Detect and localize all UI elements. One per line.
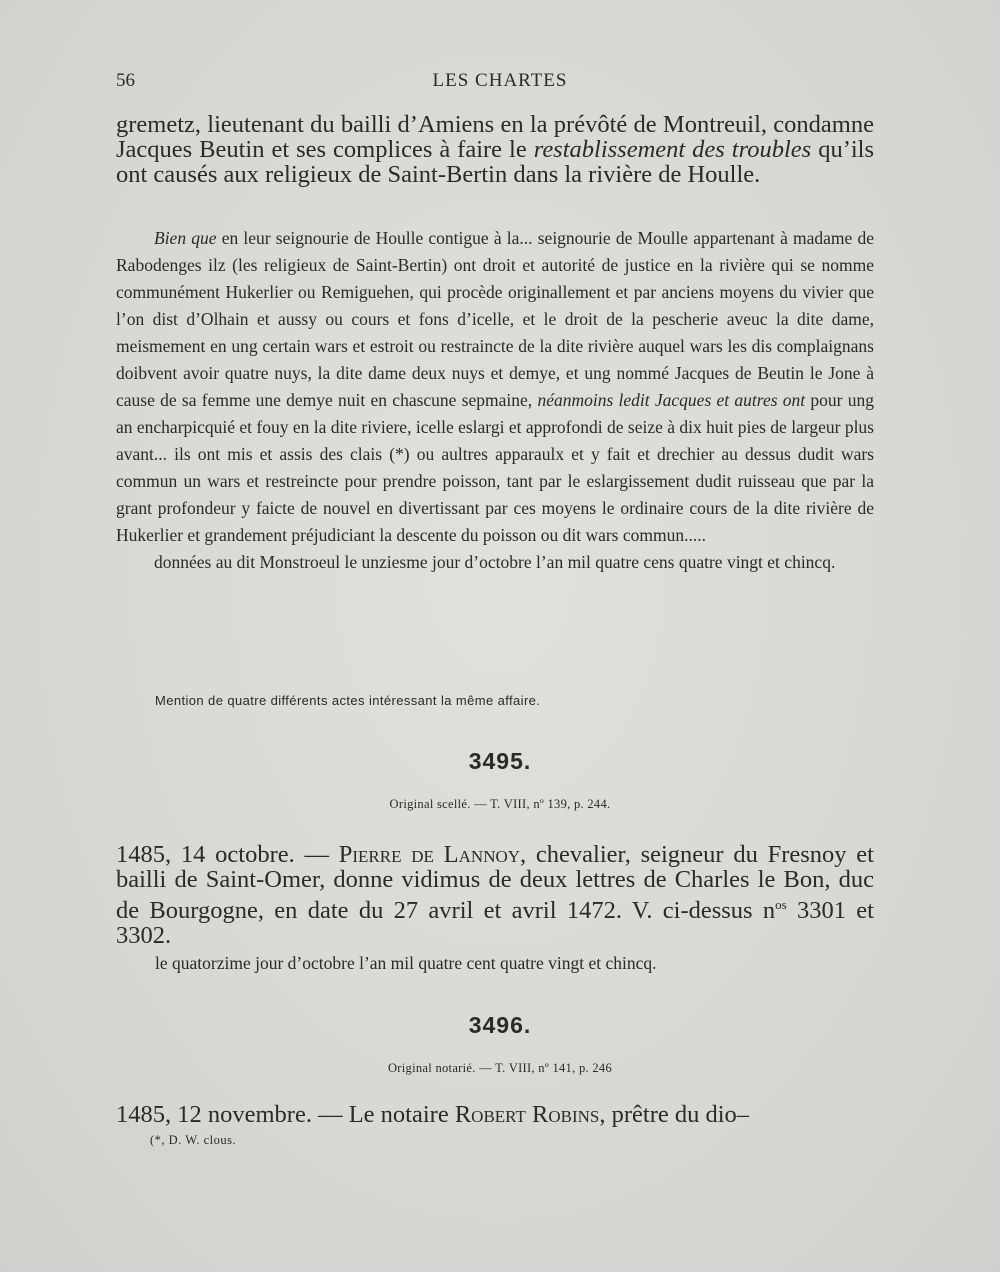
excerpt-text-1: en leur seignourie de Houlle contigue à la... seignourie de Moulle appartenant à madame de Rabodenges ilz (les religieux de Saint-Bertin) ont droit et autorité de justice en la rivière qui se nomme communément Hukerlier ou Remiguehen, qui procède originallement et par anciens moyens du vivier que l’on dist d’Olhain et aussy ou cours et fons d’icelle, et le droit de la pescherie aveuc la dite dame, meismement en ung certain wars et estroit ou restraincte de la dite rivière auquel wars les dis complaignans doibvent avoir quatre nuys, la dite dame deux nuys et demye, et ung nommé Jacques de Beutin le Jone à cause de sa femme une demye nuit en chascune sepmaine, [116, 228, 874, 410]
entry-number-3495: 3495. [468, 748, 532, 774]
source-3495: Original scellé. — T. VIII, nº 139, p. 244. [389, 797, 611, 811]
footnote: (*, D. W. clous. [150, 1133, 237, 1147]
entry-3495-sup: os [775, 897, 787, 912]
entry-3496-date: 1485, 12 novembre. — Le notaire [116, 1101, 455, 1128]
intro-paragraph [116, 112, 874, 187]
excerpt-closing: données au dit Monstroeul le unziesme jour d’octobre l’an mil quatre cens quatre vingt et chincq. [154, 552, 836, 572]
source-3496: Original notarié. — T. VIII, nº 141, p. 246 [387, 1061, 613, 1075]
excerpt-italic-start: Bien que [154, 228, 217, 248]
entry-3495-date: 1485, 14 octobre. — [116, 841, 339, 868]
mention-note: Mention de quatre différents actes intéressant la même affaire. [155, 693, 541, 708]
intro-text-1: gremetz, lieutenant du bailli d’Amiens en la prévôté de Montreuil, condamne Jacques Beutin et ses complices à faire le [116, 111, 874, 163]
quoted-excerpt [116, 225, 874, 576]
entry-3496-name: Robert Robins [454, 1101, 600, 1128]
entry-3496-summary [116, 1102, 874, 1127]
entry-number-3496: 3496. [468, 1012, 532, 1038]
entry-3495-text-end: 3301 et 3302. [116, 897, 874, 950]
entry-3495-summary [116, 842, 874, 948]
entry-3495-text: , chevalier, seigneur du Fresnoy et bailli de Saint-Omer, donne vidimus de deux lettres de Charles le Bon, duc de Bourgogne, en date du 27 avril et avril 1472. V. ci-dessus n [116, 841, 874, 925]
page-number: 56 [116, 70, 135, 91]
entry-3495-closing: le quatorzime jour d’octobre l’an mil quatre cent quatre vingt et chincq. [155, 953, 657, 973]
entry-3495-name: Pierre de Lannoy [338, 841, 521, 868]
entry-3496-text: , prêtre du dio– [599, 1101, 750, 1128]
excerpt-italic-mid: néanmoins ledit Jacques et autres ont [537, 390, 806, 410]
running-title: LES CHARTES [432, 70, 568, 91]
excerpt-text-2: pour ung an encharpicquié et fouy en la dite riviere, icelle eslargi et approfondi de seize à dix huit pies de largeur plus avant... ils ont mis et assis des clais (*) ou aultres apparaulx et y fait et drechier au dessus dudit wars commun un wars et restreincte pour prendre poisson, tant par le eslargissement dudit ruisseau que par la grant profondeur y faicte de nouvel en divertissant par ces moyens le ordinaire cours de la dite rivière de Hukerlier et grandement préjudiciant la descente du poisson ou dit wars commun..... [116, 390, 875, 545]
intro-italic: restablissement des troubles [533, 136, 812, 163]
excerpt-body [116, 225, 874, 549]
intro-text-2: qu’ils ont causés aux religieux de Saint-Bertin dans la rivière de Houlle. [116, 136, 874, 188]
